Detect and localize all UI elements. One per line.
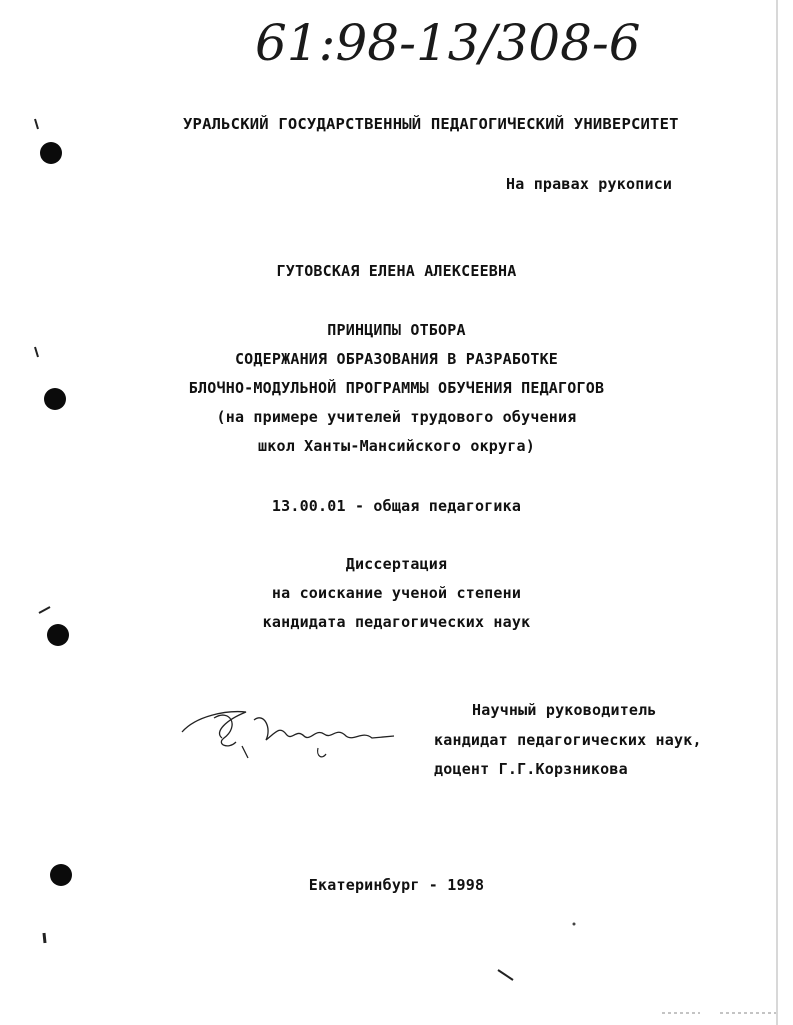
title-line: БЛОЧНО-МОДУЛЬНОЙ ПРОГРАММЫ ОБУЧЕНИЯ ПЕДАГОГОВ bbox=[188, 379, 605, 397]
title-line: (на примере учителей трудового обучения bbox=[216, 408, 577, 426]
title-line: СОДЕРЖАНИЯ ОБРАЗОВАНИЯ В РАЗРАБОТКЕ bbox=[234, 350, 559, 368]
supervisor-degree: кандидат педагогических наук, bbox=[434, 731, 702, 749]
scan-mark bbox=[41, 932, 51, 944]
document-type: Диссертация bbox=[345, 555, 448, 573]
manuscript-note: На правах рукописи bbox=[506, 175, 673, 193]
specialty: 13.00.01 - общая педагогика bbox=[271, 497, 522, 515]
university-name: УРАЛЬСКИЙ ГОСУДАРСТВЕННЫЙ ПЕДАГОГИЧЕСКИЙ УНИВЕРСИТЕТ bbox=[183, 115, 679, 133]
scan-mark bbox=[570, 920, 578, 928]
author-name: ГУТОВСКАЯ ЕЛЕНА АЛЕКСЕЕВНА bbox=[276, 262, 517, 280]
scan-mark bbox=[660, 1008, 780, 1018]
title-line: школ Ханты-Мансийского округа) bbox=[258, 437, 535, 455]
scan-mark bbox=[33, 118, 43, 130]
supervisor-title: Научный руководитель bbox=[472, 701, 657, 719]
supervisor-name: доцент Г.Г.Корзникова bbox=[434, 760, 628, 778]
city-year: Екатеринбург - 1998 bbox=[308, 876, 485, 894]
punch-hole bbox=[40, 142, 62, 164]
degree-line: на соискание ученой степени bbox=[271, 584, 522, 602]
degree-line: кандидата педагогических наук bbox=[262, 613, 531, 631]
svg-text:61:98-13/308-6: 61:98-13/308-6 bbox=[255, 14, 641, 72]
author-signature bbox=[176, 698, 406, 768]
scan-mark bbox=[496, 968, 516, 982]
archive-number-handwritten bbox=[255, 6, 655, 76]
title-line: ПРИНЦИПЫ ОТБОРА bbox=[327, 321, 466, 339]
